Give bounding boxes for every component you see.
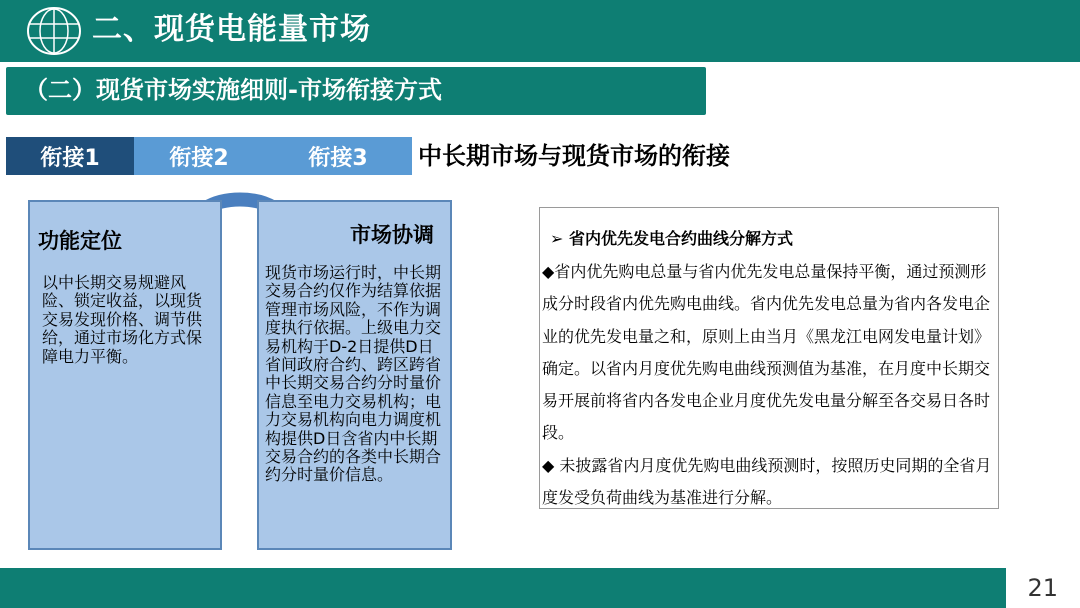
page-title: 二、现货电能量市场 <box>92 12 371 47</box>
diamond-bullet-icon: ◆ <box>542 455 555 475</box>
info-panel <box>539 207 999 509</box>
function-positioning-card <box>28 200 222 550</box>
tab-bar <box>6 137 412 175</box>
tab-link-2[interactable]: 衔接2 <box>134 137 264 175</box>
sgcc-logo-icon <box>26 6 82 56</box>
info-body <box>542 256 994 514</box>
list-item-text: 未披露省内月度优先购电曲线预测时，按照历史同期的全省月度发受负荷曲线为基准进行分解。 <box>542 455 992 508</box>
section-heading: 中长期市场与现货市场的衔接 <box>418 142 730 170</box>
diamond-bullet-icon: ◆ <box>542 262 555 281</box>
card-text: 现货市场运行时，中长期交易合约仅作为结算依据管理市场风险，不作为调度执行依据。上级电力交易机构于D-2日提供D日省间政府合约、跨区跨省中长期交易合约分时量价信息至电力交易机构；电力交易机构向电力调度机构提供D日含省内中长期交易合约的各类中长期合约分时量价信息。 <box>265 263 442 485</box>
section-subtitle: （二）现货市场实施细则-市场衔接方式 <box>24 76 442 104</box>
info-title-text: 省内优先发电合约曲线分解方式 <box>568 229 793 248</box>
list-item <box>542 450 994 515</box>
arrow-bullet-icon: ➢ <box>550 229 564 248</box>
bottom-banner <box>0 568 1080 608</box>
list-item-text: 省内优先购电总量与省内优先发电总量保持平衡，通过预测形成分时段省内优先购电曲线。省内优先发电总量为省内各发电企业的优先发电量之和，原则上由当月《黑龙江电网发电量计划》确定。以省内月度优先购电曲线预测值为基准，在月度中长期交易开展前将省内各发电企业月度优先发电量分解至各交易日各时段。 <box>542 262 991 443</box>
tab-link-3[interactable]: 衔接3 <box>264 137 412 175</box>
card-title: 市场协调 <box>350 223 434 247</box>
market-coordination-card <box>257 200 452 550</box>
list-item <box>542 256 994 450</box>
page-number: 21 <box>1027 574 1058 602</box>
info-title <box>550 226 793 252</box>
tab-link-1[interactable]: 衔接1 <box>6 137 134 175</box>
card-title: 功能定位 <box>38 229 122 253</box>
card-text: 以中长期交易规避风险、锁定收益，以现货交易发现价格、调节供给，通过市场化方式保障电力平衡。 <box>42 273 203 366</box>
